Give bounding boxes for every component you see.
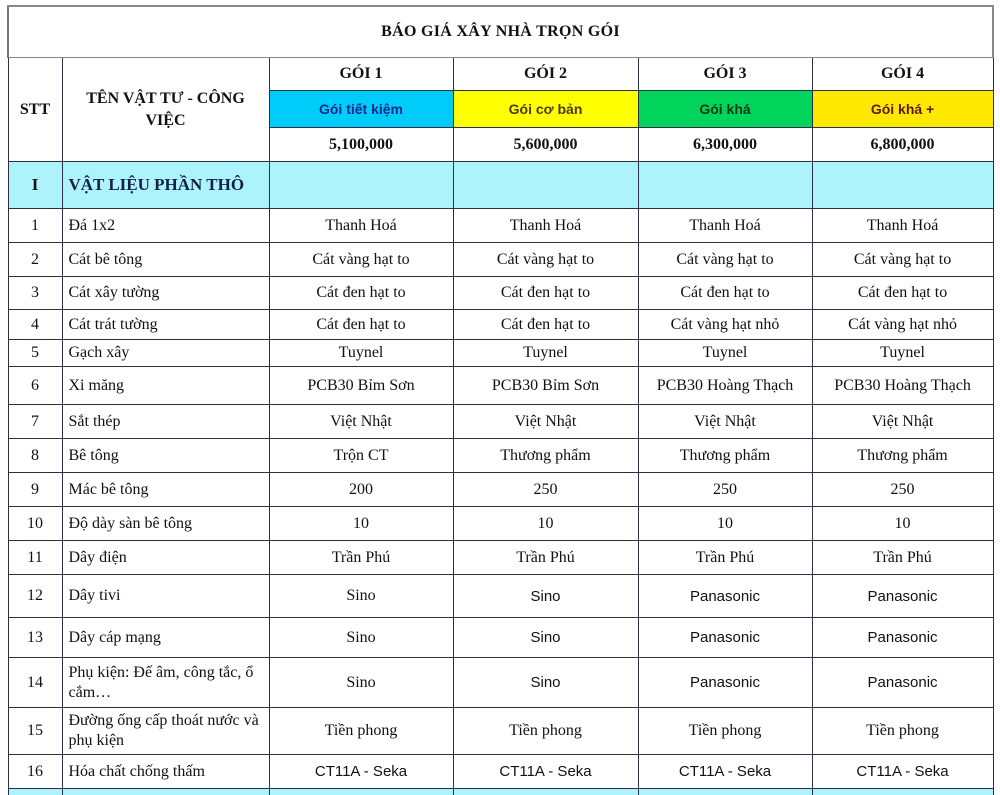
package-2-value[interactable]: Tuynel bbox=[453, 340, 638, 367]
package-4-value[interactable]: Thương phẩm bbox=[812, 439, 993, 473]
package-4-value[interactable]: CT11A - Seka bbox=[812, 755, 993, 789]
sheet-title[interactable]: BÁO GIÁ XÂY NHÀ TRỌN GÓI bbox=[8, 6, 993, 58]
row-number[interactable]: 14 bbox=[8, 658, 62, 708]
table-row bbox=[8, 310, 993, 340]
package-3-value[interactable]: 250 bbox=[638, 473, 812, 507]
table-row bbox=[8, 755, 993, 789]
package-4-value[interactable]: Trần Phú bbox=[812, 541, 993, 575]
package-4-tier[interactable]: Gói khá + bbox=[812, 91, 993, 128]
package-1-value[interactable]: Trần Phú bbox=[269, 541, 453, 575]
package-3-value[interactable]: Cát đen hạt to bbox=[638, 277, 812, 310]
package-1-value[interactable]: 10 bbox=[269, 507, 453, 541]
package-2-value[interactable]: Cát đen hạt to bbox=[453, 310, 638, 340]
item-name[interactable]: Đường ống cấp thoát nước và phụ kiện bbox=[62, 708, 269, 755]
package-2-tier[interactable]: Gói cơ bản bbox=[453, 91, 638, 128]
table-row bbox=[8, 473, 993, 507]
section-number[interactable]: I bbox=[8, 162, 62, 209]
item-name[interactable]: Mác bê tông bbox=[62, 473, 269, 507]
row-number[interactable]: 16 bbox=[8, 755, 62, 789]
package-1-value[interactable]: Sino bbox=[269, 575, 453, 618]
package-1-price[interactable]: 5,100,000 bbox=[269, 128, 453, 162]
package-1-value[interactable]: CT11A - Seka bbox=[269, 755, 453, 789]
section-cell[interactable] bbox=[812, 162, 993, 209]
package-3-price[interactable]: 6,300,000 bbox=[638, 128, 812, 162]
package-1-value[interactable]: Cát đen hạt to bbox=[269, 277, 453, 310]
package-3-value[interactable]: PCB30 Hoàng Thạch bbox=[638, 367, 812, 405]
package-3-value[interactable]: Panasonic bbox=[638, 618, 812, 658]
package-4-value[interactable]: 10 bbox=[812, 507, 993, 541]
section-cell[interactable] bbox=[453, 162, 638, 209]
table-row bbox=[8, 658, 993, 708]
package-1-value[interactable]: Việt Nhật bbox=[269, 405, 453, 439]
item-name[interactable]: Dây cáp mạng bbox=[62, 618, 269, 658]
table-row bbox=[8, 507, 993, 541]
item-name[interactable]: Độ dày sàn bê tông bbox=[62, 507, 269, 541]
package-1-header[interactable]: GÓI 1 bbox=[269, 58, 453, 91]
section-cell[interactable] bbox=[269, 162, 453, 209]
package-3-tier[interactable]: Gói khá bbox=[638, 91, 812, 128]
package-3-value[interactable]: 10 bbox=[638, 507, 812, 541]
row-number[interactable]: 5 bbox=[8, 340, 62, 367]
package-1-tier[interactable]: Gói tiết kiệm bbox=[269, 91, 453, 128]
package-4-value[interactable]: Tiền phong bbox=[812, 708, 993, 755]
package-3-value[interactable]: Cát vàng hạt nhỏ bbox=[638, 310, 812, 340]
item-name[interactable]: Dây điện bbox=[62, 541, 269, 575]
item-name[interactable]: Phụ kiện: Đế âm, công tắc, ổ cắm… bbox=[62, 658, 269, 708]
table-row bbox=[8, 618, 993, 658]
package-3-value[interactable]: Thương phẩm bbox=[638, 439, 812, 473]
package-3-value[interactable]: Trần Phú bbox=[638, 541, 812, 575]
package-4-price[interactable]: 6,800,000 bbox=[812, 128, 993, 162]
package-1-value[interactable]: Tiền phong bbox=[269, 708, 453, 755]
table-row bbox=[8, 277, 993, 310]
package-3-value[interactable]: Thanh Hoá bbox=[638, 209, 812, 243]
package-2-value[interactable]: 250 bbox=[453, 473, 638, 507]
package-4-value[interactable]: Panasonic bbox=[812, 658, 993, 708]
package-4-value[interactable]: Việt Nhật bbox=[812, 405, 993, 439]
package-4-value[interactable]: Cát vàng hạt nhỏ bbox=[812, 310, 993, 340]
section-cell[interactable] bbox=[638, 162, 812, 209]
package-3-value[interactable]: CT11A - Seka bbox=[638, 755, 812, 789]
package-4-value[interactable]: Thanh Hoá bbox=[812, 209, 993, 243]
package-1-value[interactable]: Sino bbox=[269, 618, 453, 658]
package-1-value[interactable]: Thanh Hoá bbox=[269, 209, 453, 243]
row-number[interactable]: 6 bbox=[8, 367, 62, 405]
package-4-value[interactable]: Panasonic bbox=[812, 618, 993, 658]
package-2-value[interactable]: Việt Nhật bbox=[453, 405, 638, 439]
table-row bbox=[8, 243, 993, 277]
package-4-value[interactable]: Tuynel bbox=[812, 340, 993, 367]
table-row bbox=[8, 367, 993, 405]
item-name[interactable]: Gạch xây bbox=[62, 340, 269, 367]
package-4-value[interactable]: Cát đen hạt to bbox=[812, 277, 993, 310]
price-quote-sheet bbox=[7, 5, 992, 795]
price-quote-table bbox=[7, 5, 994, 795]
package-3-header[interactable]: GÓI 3 bbox=[638, 58, 812, 91]
package-2-value[interactable]: PCB30 Bỉm Sơn bbox=[453, 367, 638, 405]
table-row bbox=[8, 405, 993, 439]
package-1-value[interactable]: PCB30 Bỉm Sơn bbox=[269, 367, 453, 405]
package-3-value[interactable]: Panasonic bbox=[638, 575, 812, 618]
row-number[interactable]: 1 bbox=[8, 209, 62, 243]
row-number[interactable]: 12 bbox=[8, 575, 62, 618]
section-row bbox=[8, 162, 993, 209]
item-name[interactable]: Bê tông bbox=[62, 439, 269, 473]
package-3-value[interactable]: Tuynel bbox=[638, 340, 812, 367]
item-name[interactable]: Dây tivi bbox=[62, 575, 269, 618]
table-row bbox=[8, 439, 993, 473]
item-name[interactable]: Sắt thép bbox=[62, 405, 269, 439]
item-name[interactable]: Cát xây tường bbox=[62, 277, 269, 310]
row-number[interactable]: 9 bbox=[8, 473, 62, 507]
package-4-value[interactable]: Panasonic bbox=[812, 575, 993, 618]
package-2-value[interactable]: Sino bbox=[453, 618, 638, 658]
table-row bbox=[8, 708, 993, 755]
table-row bbox=[8, 575, 993, 618]
row-number[interactable]: 3 bbox=[8, 277, 62, 310]
package-3-value[interactable]: Việt Nhật bbox=[638, 405, 812, 439]
package-2-value[interactable]: Cát đen hạt to bbox=[453, 277, 638, 310]
package-2-value[interactable]: Cát vàng hạt to bbox=[453, 243, 638, 277]
package-2-value[interactable]: Sino bbox=[453, 658, 638, 708]
package-3-value[interactable]: Tiền phong bbox=[638, 708, 812, 755]
row-number[interactable]: 15 bbox=[8, 708, 62, 755]
package-2-value[interactable]: 10 bbox=[453, 507, 638, 541]
item-name-header[interactable]: TÊN VẬT TƯ - CÔNG VIỆC bbox=[62, 58, 269, 162]
package-2-price[interactable]: 5,600,000 bbox=[453, 128, 638, 162]
package-1-value[interactable]: 200 bbox=[269, 473, 453, 507]
item-name[interactable]: Cát bê tông bbox=[62, 243, 269, 277]
package-3-value[interactable]: Cát vàng hạt to bbox=[638, 243, 812, 277]
table-row bbox=[8, 209, 993, 243]
item-name[interactable]: Đá 1x2 bbox=[62, 209, 269, 243]
package-2-value[interactable]: Tiền phong bbox=[453, 708, 638, 755]
package-2-value[interactable]: Sino bbox=[453, 575, 638, 618]
package-4-value[interactable]: Cát vàng hạt to bbox=[812, 243, 993, 277]
table-row bbox=[8, 340, 993, 367]
package-2-value[interactable]: Trần Phú bbox=[453, 541, 638, 575]
stt-header[interactable]: STT bbox=[8, 58, 62, 162]
package-1-value[interactable]: Tuynel bbox=[269, 340, 453, 367]
item-name[interactable]: Hóa chất chống thấm bbox=[62, 755, 269, 789]
package-2-value[interactable]: CT11A - Seka bbox=[453, 755, 638, 789]
package-name-row bbox=[8, 58, 993, 91]
package-4-value[interactable]: PCB30 Hoàng Thạch bbox=[812, 367, 993, 405]
section-name[interactable]: VẬT LIỆU PHẦN THÔ bbox=[62, 162, 269, 209]
row-number[interactable]: 11 bbox=[8, 541, 62, 575]
package-2-value[interactable]: Thương phẩm bbox=[453, 439, 638, 473]
package-4-value[interactable]: 250 bbox=[812, 473, 993, 507]
package-1-value[interactable]: Cát đen hạt to bbox=[269, 310, 453, 340]
package-1-value[interactable]: Sino bbox=[269, 658, 453, 708]
package-1-value[interactable]: Cát vàng hạt to bbox=[269, 243, 453, 277]
row-number[interactable]: 4 bbox=[8, 310, 62, 340]
package-1-value[interactable]: Trộn CT bbox=[269, 439, 453, 473]
item-name[interactable]: Cát trát tường bbox=[62, 310, 269, 340]
package-3-value[interactable]: Panasonic bbox=[638, 658, 812, 708]
item-name[interactable]: Xi măng bbox=[62, 367, 269, 405]
package-4-header[interactable]: GÓI 4 bbox=[812, 58, 993, 91]
row-number[interactable]: 10 bbox=[8, 507, 62, 541]
package-2-value[interactable]: Thanh Hoá bbox=[453, 209, 638, 243]
title-row bbox=[8, 6, 993, 58]
row-number[interactable]: 13 bbox=[8, 618, 62, 658]
package-2-header[interactable]: GÓI 2 bbox=[453, 58, 638, 91]
table-row bbox=[8, 541, 993, 575]
row-number[interactable]: 2 bbox=[8, 243, 62, 277]
row-number[interactable]: 8 bbox=[8, 439, 62, 473]
row-number[interactable]: 7 bbox=[8, 405, 62, 439]
